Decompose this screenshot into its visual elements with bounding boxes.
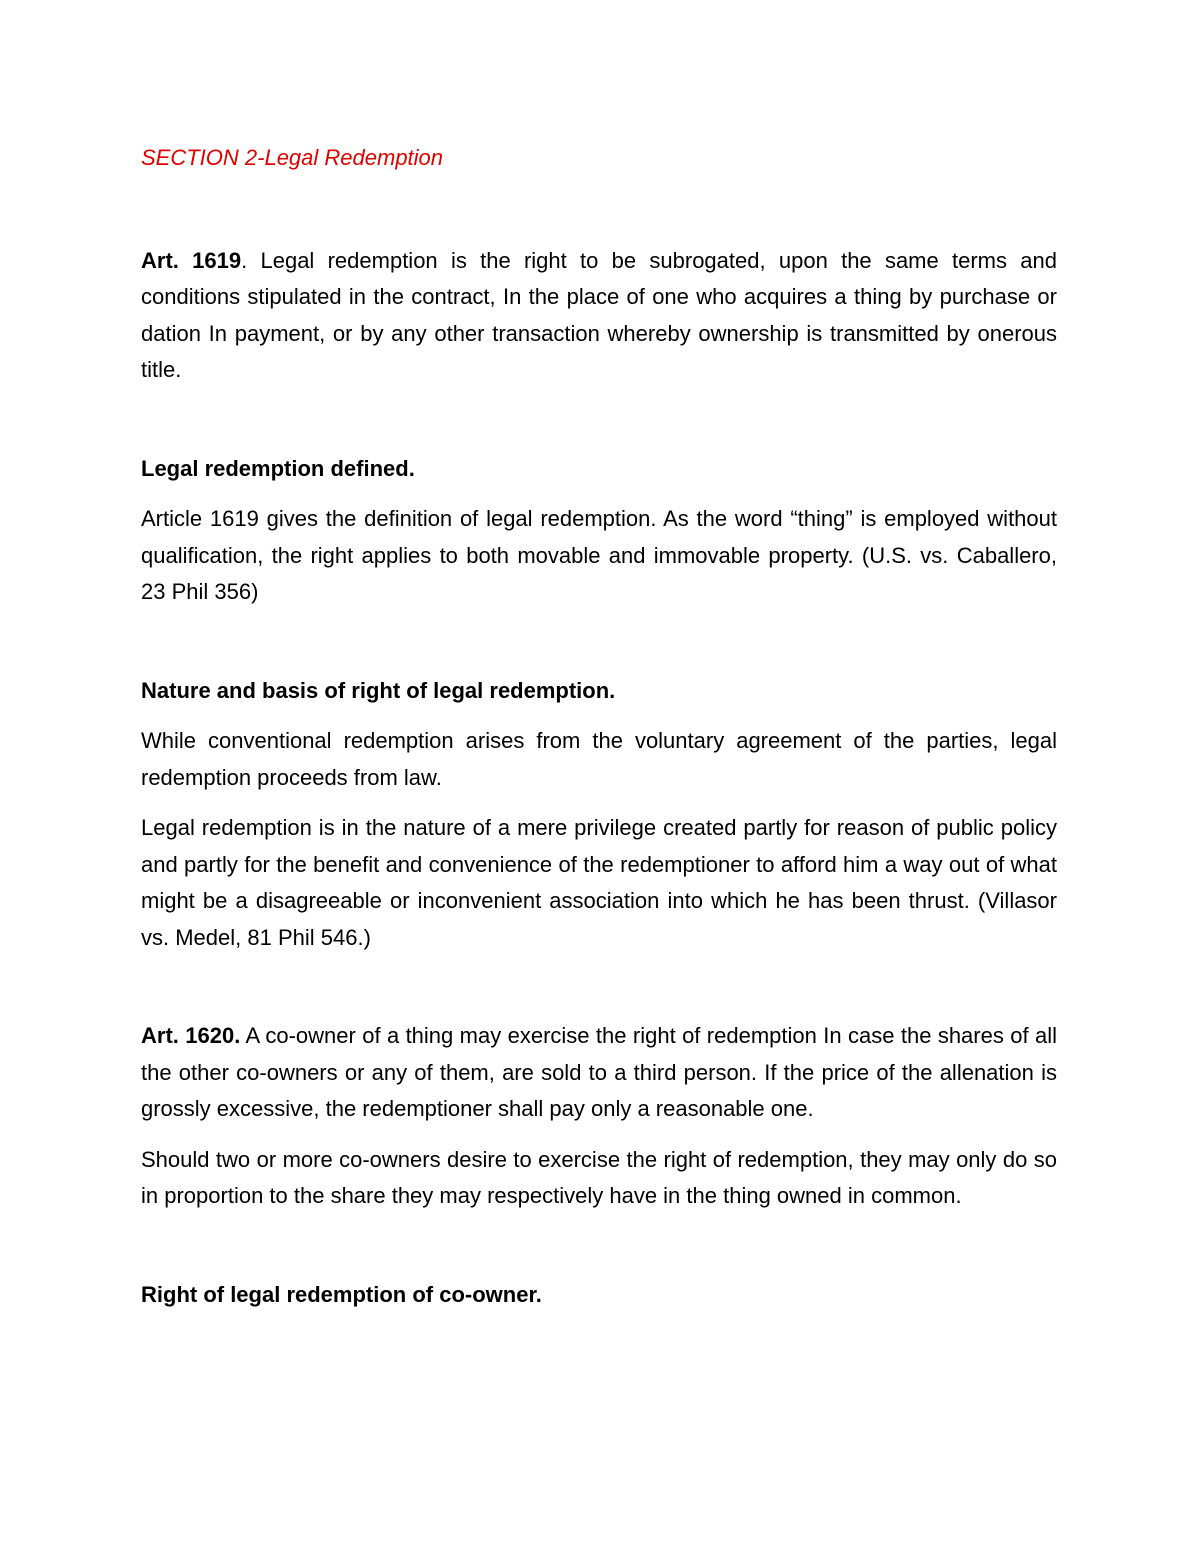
- document-body: [141, 140, 1057, 1313]
- paragraph-nature-1: While conventional redemption arises from the voluntary agreement of the parties, legal redemption proceeds from law.: [141, 728, 1057, 790]
- article-1619-label: Art. 1619: [141, 247, 242, 273]
- article-1620-label: Art. 1620.: [141, 1023, 241, 1048]
- heading-legal-redemption-defined: Legal redemption defined.: [141, 455, 415, 481]
- article-1619-text: . Legal redemption is the right to be subrogated, upon the same terms and conditions stipulated in the contract, In the place of one who acquires a thing by purchase or dation In payment, or by any other transaction whereby ownership is transmitted by onerous title.: [141, 247, 1057, 382]
- paragraph-1620-co-owners: Should two or more co-owners desire to exercise the right of redemption, they may only do so in proportion to the share they may respectively have in the thing owned in common.: [141, 1146, 1057, 1208]
- paragraph-nature-2: Legal redemption is in the nature of a mere privilege created partly for reason of public policy and partly for the benefit and convenience of the redemptioner to afford him a way out of what might be a disagreeable or inconvenient association into which he has been thrust. (Villasor vs. Medel, 81 Phil 546.): [141, 815, 1057, 950]
- article-1620-text: A co-owner of a thing may exercise the right of redemption In case the shares of all the other co-owners or any of them, are sold to a third person. If the price of the allenation is grossly excessive, the redemptioner shall pay only a reasonable one.: [141, 1023, 1057, 1121]
- article-1619-paragraph: [141, 243, 1057, 389]
- heading-nature-and-basis: Nature and basis of right of legal redemption.: [141, 677, 616, 703]
- section-title: SECTION 2-Legal Redemption: [141, 145, 444, 170]
- heading-right-of-co-owner: Right of legal redemption of co-owner.: [141, 1281, 542, 1307]
- article-1620-paragraph: [141, 1018, 1057, 1128]
- paragraph-definition: Article 1619 gives the definition of legal redemption. As the word “thing” is employed without qualification, the right applies to both movable and immovable property. (U.S. vs. Caballero, 23 Phil 356): [141, 506, 1057, 604]
